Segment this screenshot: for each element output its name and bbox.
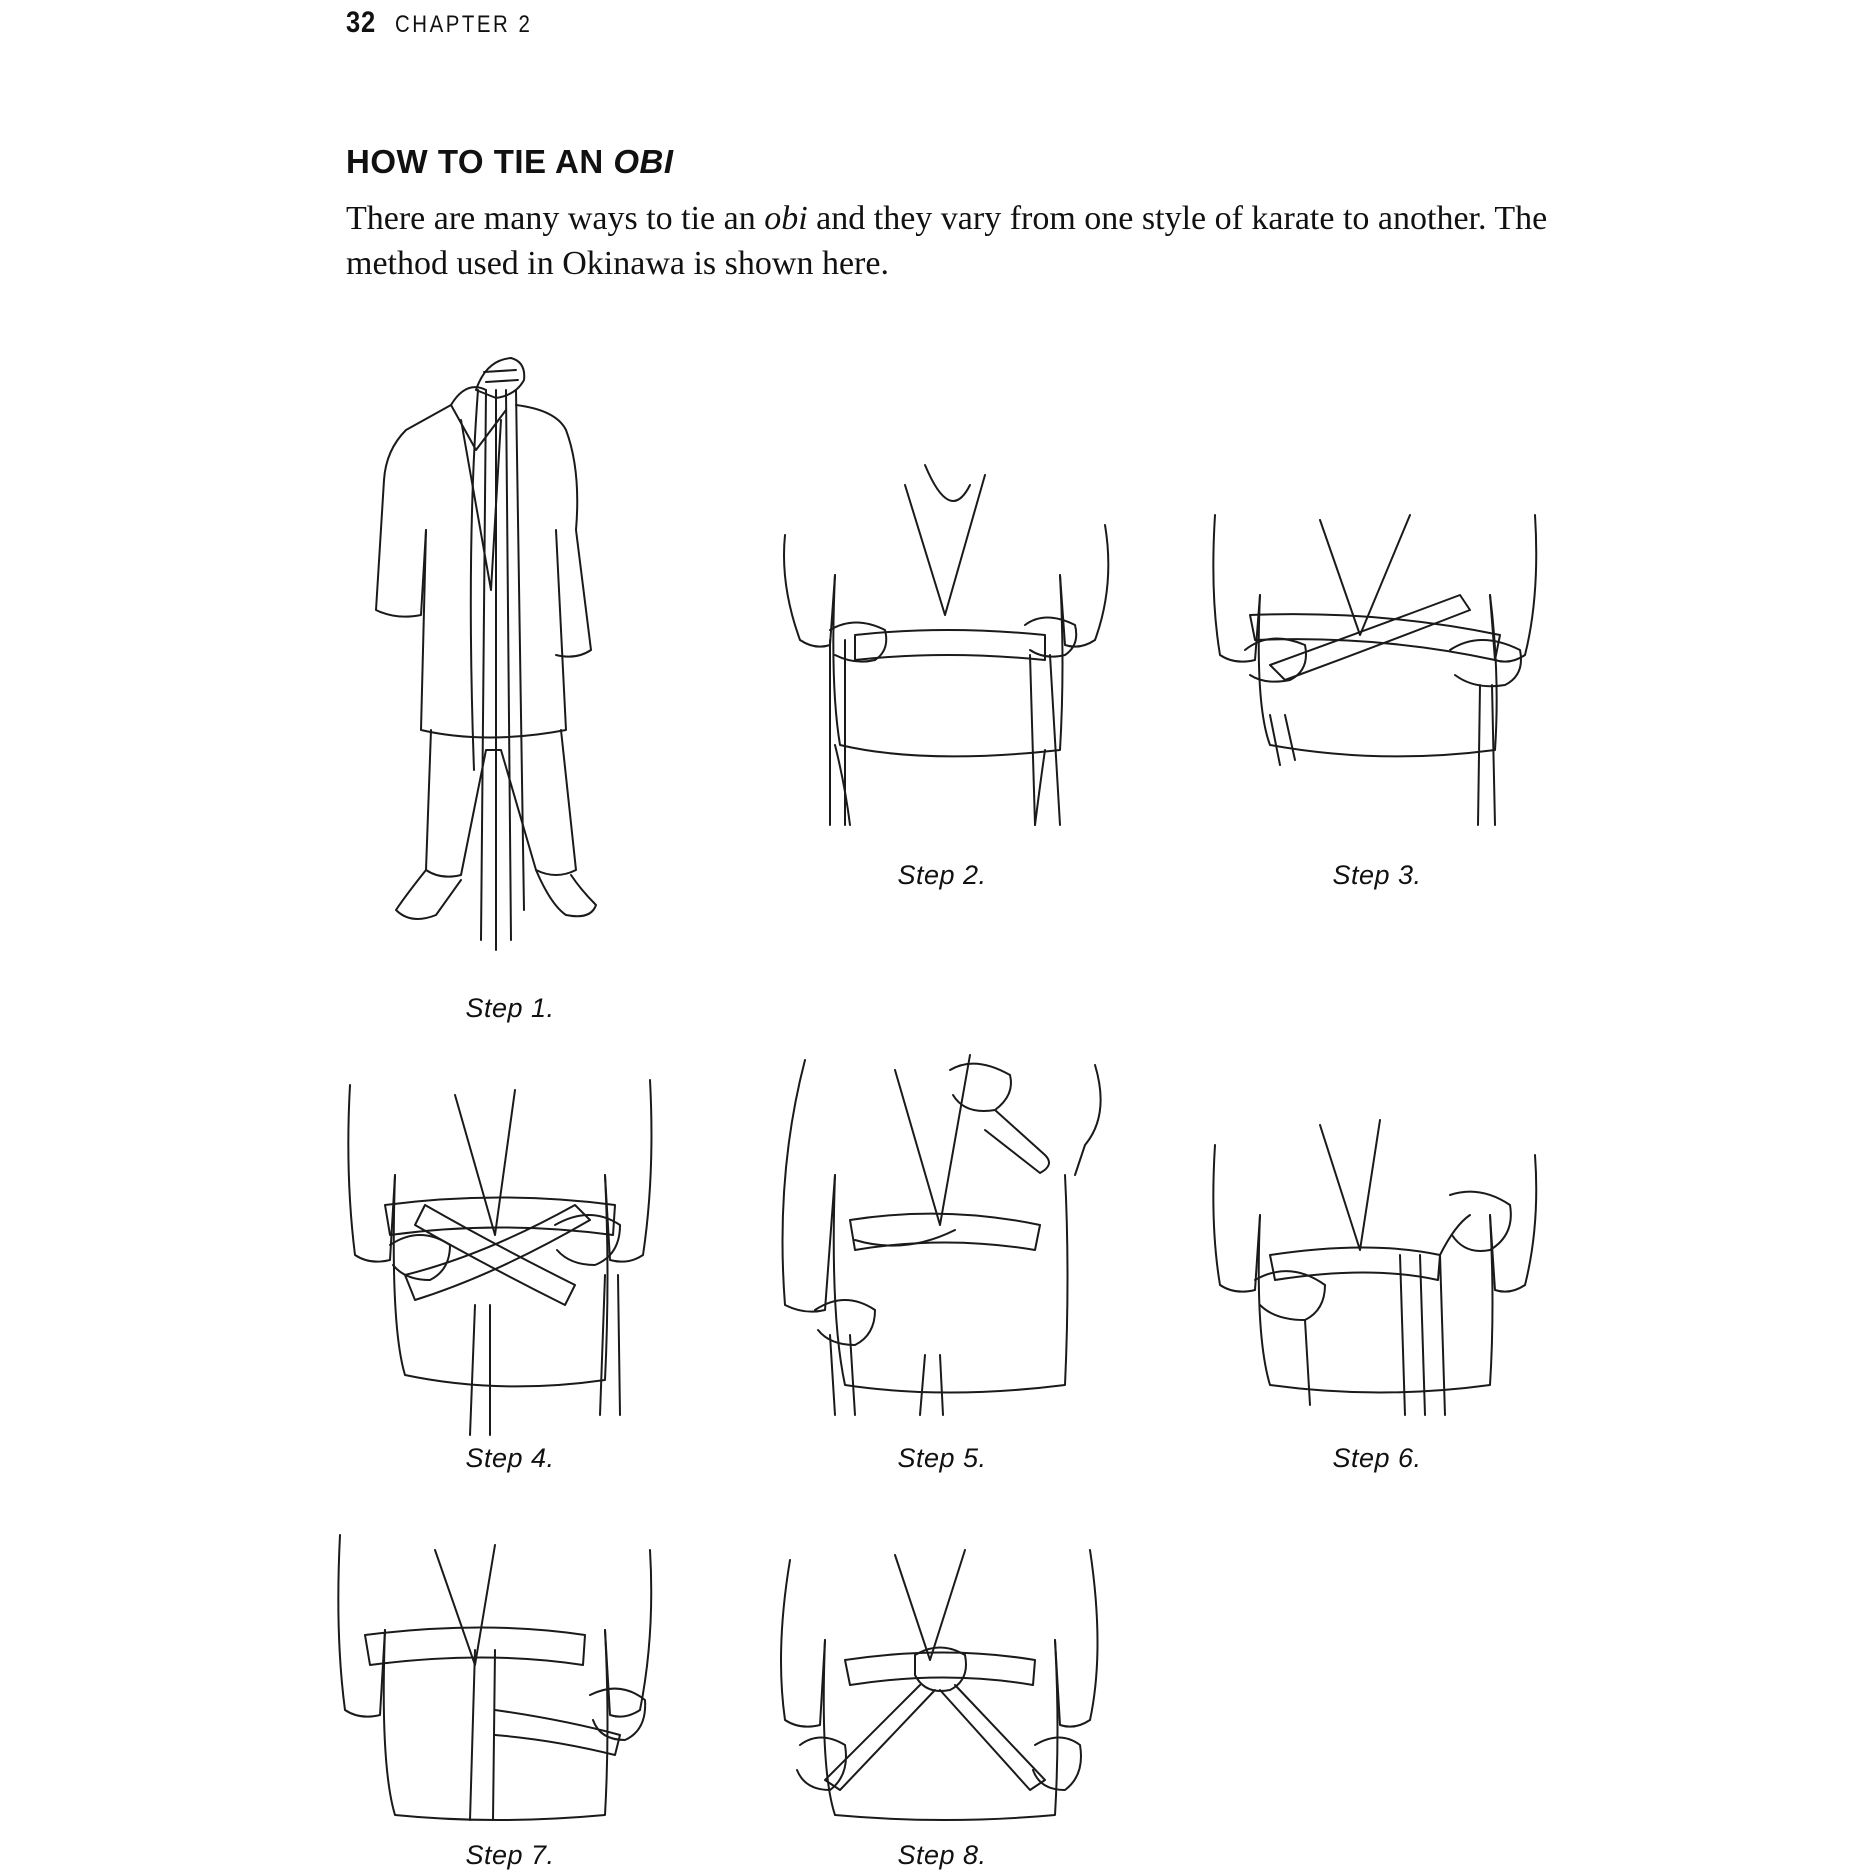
running-head: [346, 6, 557, 40]
step-8-drawing: [775, 1550, 1105, 1820]
step-8-caption: Step 8.: [897, 1840, 987, 1870]
intro-emphasis: obi: [764, 200, 808, 237]
step-4-illustration: [345, 1075, 655, 1435]
step-6-illustration: [1210, 1115, 1540, 1415]
step-4-caption: Step 4.: [465, 1443, 555, 1473]
step-6-caption: Step 6.: [1332, 1443, 1422, 1473]
step-3-illustration: [1210, 515, 1540, 825]
step-7-illustration: [335, 1535, 655, 1820]
step-7-drawing: [335, 1535, 655, 1820]
step-2-drawing: [775, 465, 1115, 825]
step-2-caption: Step 2.: [897, 860, 987, 890]
intro-text-start: There are many ways to tie an: [346, 200, 765, 237]
step-6-drawing: [1210, 1115, 1540, 1415]
step-2-illustration: [775, 465, 1115, 825]
step-5-illustration: [775, 1055, 1115, 1415]
step-3-drawing: [1210, 515, 1540, 825]
step-1-drawing: [366, 350, 636, 970]
chapter-label: CHAPTER 2: [395, 11, 533, 38]
step-1-caption: Step 1.: [465, 993, 555, 1023]
section-title-text: HOW TO TIE AN: [346, 143, 614, 180]
intro-paragraph: [346, 196, 1646, 286]
step-3-caption: Step 3.: [1332, 860, 1422, 890]
step-5-drawing: [775, 1055, 1115, 1415]
step-8-illustration: [775, 1550, 1105, 1820]
step-4-drawing: [345, 1075, 655, 1435]
page-number: 32: [346, 6, 377, 39]
section-title-emphasis: OBI: [613, 143, 674, 180]
section-title: [346, 143, 674, 181]
step-1-illustration: [366, 350, 636, 970]
step-5-caption: Step 5.: [897, 1443, 987, 1473]
step-7-caption: Step 7.: [465, 1840, 555, 1870]
intro-text-end: and they vary from one style of karate to another. The method used in Okinawa is shown here.: [346, 200, 1548, 282]
